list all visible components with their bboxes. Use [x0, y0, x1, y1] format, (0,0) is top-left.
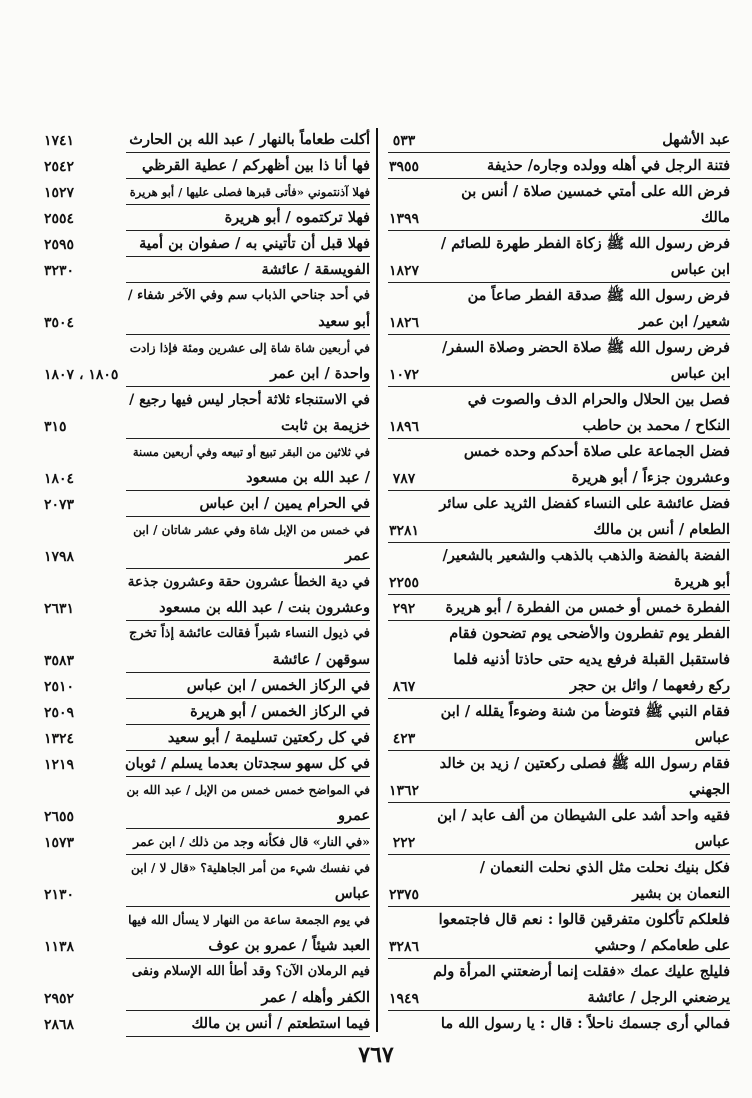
index-entry	[44, 830, 370, 856]
entry-text: في الحرام يمين / ابن عباس	[199, 495, 370, 512]
index-entry	[44, 622, 370, 648]
index-entry	[384, 258, 730, 284]
entry-hadith-number: ٣٥٠٤	[44, 315, 75, 331]
entry-text: «في النار» قال فكأنه وجد من ذلك / ابن عمر	[133, 834, 370, 849]
index-entry	[44, 336, 370, 362]
entry-text: في أحد جناحي الذباب سم وفي الآخر شفاء /	[127, 288, 370, 303]
entry-underline	[388, 958, 730, 959]
entry-text: فيما استطعتم / أنس بن مالك	[191, 1015, 370, 1032]
index-entry	[44, 778, 370, 804]
entry-hadith-number: ١٢١٩	[44, 757, 75, 773]
entry-text: العبد شيئاً / عمرو بن عوف	[208, 937, 370, 954]
entry-text: في المواضح خمس خمس من الإبل / عبد الله بن	[126, 783, 370, 797]
entry-text: فاستقبل القبلة فرفع يديه حتى حاذتا أذنيه فلما	[453, 651, 730, 668]
entry-hadith-number: ١١٣٨	[44, 939, 75, 955]
index-entry	[384, 518, 730, 544]
entry-hadith-number: ١٠٧٢	[388, 367, 420, 383]
entry-underline	[126, 672, 370, 673]
entry-text: ابن عباس	[670, 261, 730, 278]
index-entry	[384, 908, 730, 934]
entry-underline	[126, 334, 370, 335]
entry-hadith-number: ٤٢٣	[392, 731, 416, 747]
entry-text: الفطر يوم تفطرون والأضحى يوم تضحون فقام	[449, 625, 730, 642]
entry-hadith-number: ٢٨٦٨	[44, 1017, 75, 1033]
entry-underline	[388, 386, 730, 387]
entry-text: فهلا آذنتموني «فأتى قبرها فصلى عليها / أبو هريرة	[129, 185, 370, 199]
index-entry	[44, 492, 370, 518]
index-entry	[384, 492, 730, 518]
index-entry	[384, 622, 730, 648]
entry-hadith-number: ٨٦٧	[392, 679, 416, 695]
entry-text: الجهني	[689, 781, 730, 798]
index-entry	[44, 518, 370, 544]
index-entry	[44, 856, 370, 882]
entry-hadith-number: ٢٢٥٥	[388, 575, 420, 591]
entry-text: وعشرون بنت / عبد الله بن مسعود	[159, 599, 370, 616]
entry-text: يرضعني الرجل / عائشة	[587, 989, 730, 1006]
entry-hadith-number: ١٨٢٦	[388, 315, 420, 331]
index-entry	[384, 440, 730, 466]
index-entry	[44, 674, 370, 700]
entry-hadith-number: ٢٦٣١	[44, 601, 75, 617]
index-entry	[44, 596, 370, 622]
entry-hadith-number: ٢٥٥٤	[44, 211, 75, 227]
entry-underline	[388, 178, 730, 179]
entry-hadith-number: ١٨٠٤	[44, 471, 75, 487]
index-entry	[384, 674, 730, 700]
entry-underline	[126, 178, 370, 179]
entry-text: في يوم الجمعة ساعة من النهار لا يسأل الله فيها	[128, 913, 370, 927]
entry-hadith-number: ٣١٥	[44, 419, 67, 435]
entry-text: واحدة / ابن عمر	[270, 365, 370, 382]
entry-hadith-number: ٣٢٣٠	[44, 263, 75, 279]
entry-text: فضل الجماعة على صلاة أحدكم وحده خمس	[463, 443, 730, 460]
entry-text: عباس	[694, 833, 730, 850]
index-entry	[384, 986, 730, 1012]
entry-text: عباس	[334, 885, 370, 902]
index-entry	[44, 648, 370, 674]
entry-hadith-number: ٢٥١٠	[44, 679, 75, 695]
index-entry	[44, 232, 370, 258]
page-number: ٧٦٧	[358, 1042, 394, 1068]
index-entry	[384, 830, 730, 856]
index-entry	[384, 648, 730, 674]
entry-text: في أربعين شاة شاة إلى عشرين ومئة فإذا زادت	[129, 341, 370, 355]
entry-underline	[388, 854, 730, 855]
index-entry	[44, 284, 370, 310]
entry-text: في دية الخطأ عشرون حقة وعشرون جذعة	[127, 574, 370, 590]
index-entry	[384, 778, 730, 804]
index-entry	[44, 960, 370, 986]
index-entry	[44, 986, 370, 1012]
entry-underline	[126, 958, 370, 959]
entry-underline	[126, 152, 370, 153]
divider-line	[376, 128, 378, 1032]
index-entry	[44, 1012, 370, 1038]
entry-underline	[388, 438, 730, 439]
entry-text: فها أنا ذا بين أظهركم / عطية القرظي	[142, 157, 370, 174]
entry-text: عمرو	[337, 807, 370, 824]
entry-underline	[126, 854, 370, 855]
index-entry	[384, 388, 730, 414]
entry-text: / عبد الله بن مسعود	[246, 469, 370, 486]
entry-text: فتنة الرجل في أهله وولده وجاره/ حذيفة	[486, 157, 730, 174]
entry-underline	[126, 282, 370, 283]
entry-text: في خمس من الإبل شاة وفي عشر شاتان / ابن	[133, 523, 370, 537]
entry-underline	[388, 906, 730, 907]
entry-hadith-number: ١٣٢٤	[44, 731, 75, 747]
entry-underline	[126, 568, 370, 569]
index-entry	[384, 310, 730, 336]
entry-text: في الركاز الخمس / ابن عباس	[186, 677, 370, 694]
entry-hadith-number: ٣٢٨٦	[388, 939, 420, 955]
entry-underline	[388, 802, 730, 803]
entry-underline	[126, 490, 370, 491]
entry-text: في ذيول النساء شبراً فقالت عائشة إذاً تخرج	[128, 626, 370, 641]
entry-hadith-number: ١٩٤٩	[388, 991, 420, 1007]
entry-text: الفطرة خمس أو خمس من الفطرة / أبو هريرة	[445, 599, 730, 616]
entry-text: وعشرون جزءاً / أبو هريرة	[571, 469, 730, 486]
entry-text: عمر	[344, 547, 370, 564]
entry-underline	[126, 204, 370, 205]
index-entry	[44, 544, 370, 570]
entry-text: فقام النبي ﷺ فتوضأ من شنة وضوءاً يقلله / ابن	[440, 703, 730, 720]
entry-text: الفويسقة / عائشة	[261, 261, 370, 278]
entry-hadith-number: ١٨٠٥ ، ١٨٠٧	[44, 367, 119, 383]
index-entry	[384, 804, 730, 830]
index-entry	[44, 128, 370, 154]
entry-hadith-number: ١٧٤١	[44, 133, 75, 149]
index-entry	[44, 570, 370, 596]
index-entry	[384, 336, 730, 362]
entry-hadith-number: ٢٠٧٣	[44, 497, 75, 513]
entry-text: فهلا قبل أن تأتيني به / صفوان بن أمية	[139, 235, 370, 252]
index-entry	[44, 804, 370, 830]
entry-underline	[126, 256, 370, 257]
entry-hadith-number: ٢٦٥٥	[44, 809, 75, 825]
entry-underline	[126, 750, 370, 751]
index-entry	[44, 206, 370, 232]
index-entry	[384, 154, 730, 180]
entry-hadith-number: ٧٨٧	[392, 471, 416, 487]
entry-underline	[388, 594, 730, 595]
index-column-left	[44, 128, 370, 1038]
entry-underline	[388, 620, 730, 621]
entry-text: فيم الرملان الآن؟ وقد أطأ الله الإسلام ونفى	[131, 964, 370, 979]
entry-underline	[388, 230, 730, 231]
entry-text: فرض رسول الله ﷺ صدقة الفطر صاعاً من	[467, 287, 730, 304]
entry-hadith-number: ٢٩٢	[392, 601, 416, 617]
entry-text: في الركاز الخمس / أبو هريرة	[190, 703, 370, 720]
entry-hadith-number: ٢٥٩٥	[44, 237, 75, 253]
index-entry	[384, 960, 730, 986]
entry-hadith-number: ١٥٢٧	[44, 185, 75, 201]
index-entry	[44, 726, 370, 752]
entry-text: في الاستنجاء ثلاثة أحجار ليس فيها رجيع /	[129, 392, 370, 408]
index-entry	[384, 596, 730, 622]
index-entry	[384, 752, 730, 778]
entry-text: فمالي أرى جسمك ناحلاً : قال : يا رسول الله ما	[440, 1015, 730, 1032]
entry-underline	[126, 620, 370, 621]
entry-underline	[126, 1036, 370, 1037]
index-entry	[384, 414, 730, 440]
index-column-right	[384, 128, 730, 1038]
entry-text: فهلا تركتموه / أبو هريرة	[224, 209, 370, 226]
entry-underline	[388, 282, 730, 283]
entry-underline	[126, 386, 370, 387]
index-entry	[384, 570, 730, 596]
index-entry	[44, 258, 370, 284]
entry-hadith-number: ١٨٩٦	[388, 419, 420, 435]
entry-hadith-number: ١٨٢٧	[388, 263, 420, 279]
entry-text: في نفسك شيء من أمر الجاهلية؟ «قال لا / ابن	[131, 861, 370, 875]
entry-text: في ثلاثين من البقر تبيع أو تبيعه وفي أربعين مسنة	[132, 445, 370, 459]
entry-text: في كل سهو سجدتان بعدما يسلم / ثوبان	[125, 755, 370, 772]
entry-hadith-number: ٢٣٧٥	[388, 887, 420, 903]
entry-text: فصل بين الحلال والحرام الدف والصوت في	[467, 391, 730, 408]
entry-underline	[388, 490, 730, 491]
index-entry	[44, 934, 370, 960]
entry-hadith-number: ١٧٩٨	[44, 549, 75, 565]
entry-underline	[388, 750, 730, 751]
entry-underline	[126, 776, 370, 777]
entry-underline	[388, 334, 730, 335]
entry-text: عبد الأشهل	[662, 131, 730, 148]
entry-text: فلعلكم تأكلون متفرقين قالوا : نعم قال فاجتمعوا	[438, 911, 730, 928]
entry-text: فقام رسول الله ﷺ فصلى ركعتين / زيد بن خالد	[439, 755, 730, 772]
entry-text: أبو سعيد	[318, 313, 370, 330]
entry-underline	[126, 906, 370, 907]
entry-hadith-number: ٢٥٠٩	[44, 705, 75, 721]
index-entry	[384, 206, 730, 232]
index-entry	[384, 882, 730, 908]
entry-hadith-number: ٢٩٥٢	[44, 991, 75, 1007]
index-entry	[384, 466, 730, 492]
entry-text: مالك	[701, 209, 730, 226]
entry-text: فقيه واحد أشد على الشيطان من ألف عابد / ابن	[437, 807, 730, 824]
index-entry	[384, 544, 730, 570]
index-entry	[384, 934, 730, 960]
entry-underline	[126, 438, 370, 439]
entry-underline	[126, 698, 370, 699]
entry-underline	[388, 698, 730, 699]
entry-text: ركع رفعهما / وائل بن حجر	[569, 677, 730, 694]
entry-text: ابن عباس	[670, 365, 730, 382]
entry-underline	[388, 542, 730, 543]
index-entry	[384, 726, 730, 752]
index-entry	[44, 752, 370, 778]
entry-hadith-number: ٣٩٥٥	[388, 159, 420, 175]
index-entry	[384, 180, 730, 206]
entry-text: فرض الله على أمتي خمسين صلاة / أنس بن	[461, 183, 730, 200]
entry-text: على طعامكم / وحشي	[594, 937, 730, 954]
entry-hadith-number: ١٥٧٣	[44, 835, 75, 851]
entry-hadith-number: ٥٣٣	[392, 133, 416, 149]
index-entry	[44, 362, 370, 388]
index-entry	[44, 388, 370, 414]
entry-hadith-number: ٢٥٤٢	[44, 159, 75, 175]
entry-hadith-number: ٢١٣٠	[44, 887, 75, 903]
index-entry	[384, 700, 730, 726]
entry-text: فكل بنيك نحلت مثل الذي نحلت النعمان /	[479, 859, 730, 876]
entry-text: فليلج عليك عمك «فقلت إنما أرضعتني المرأة ولم	[433, 963, 730, 980]
entry-underline	[126, 230, 370, 231]
entry-text: الطعام / أنس بن مالك	[593, 521, 730, 538]
entry-text: الكفر وأهله / عمر	[261, 989, 370, 1006]
index-entry	[384, 856, 730, 882]
index-entry	[44, 700, 370, 726]
entry-underline	[126, 828, 370, 829]
entry-text: خزيمة بن ثابت	[280, 417, 370, 434]
entry-hadith-number: ١٣٦٢	[388, 783, 420, 799]
entry-text: سوقهن / عائشة	[272, 651, 370, 668]
index-entry	[384, 1012, 730, 1038]
entry-hadith-number: ٣٥٨٣	[44, 653, 75, 669]
index-entry	[44, 466, 370, 492]
entry-text: النكاح / محمد بن حاطب	[582, 417, 730, 434]
entry-underline	[126, 724, 370, 725]
entry-hadith-number: ١٣٩٩	[388, 211, 420, 227]
entry-text: شعير/ ابن عمر	[638, 313, 730, 330]
index-entry	[44, 154, 370, 180]
entry-text: فرض رسول الله ﷺ زكاة الفطر طهرة للصائم /	[440, 235, 730, 252]
index-entry	[384, 284, 730, 310]
entry-text: فرض رسول الله ﷺ صلاة الحضر وصلاة السفر/	[441, 339, 730, 356]
entry-text: فضل عائشة على النساء كفضل الثريد على سائر	[439, 495, 730, 512]
entry-text: عباس	[694, 729, 730, 746]
entry-underline	[126, 1010, 370, 1011]
entry-text: أكلت طعاماً بالنهار / عبد الله بن الحارث	[129, 131, 370, 148]
index-entry	[44, 882, 370, 908]
index-entry	[44, 310, 370, 336]
entry-underline	[388, 1010, 730, 1011]
entry-text: النعمان بن بشير	[632, 885, 730, 902]
index-entry	[384, 232, 730, 258]
index-entry	[384, 128, 730, 154]
entry-hadith-number: ٣٢٨١	[388, 523, 420, 539]
index-entry	[384, 362, 730, 388]
entry-text: الفضة بالفضة والذهب بالذهب والشعير بالشعير/	[442, 547, 730, 564]
entry-hadith-number: ٢٢٢	[392, 835, 416, 851]
index-entry	[44, 908, 370, 934]
entry-text: أبو هريرة	[674, 573, 730, 590]
entry-underline	[126, 516, 370, 517]
entry-text: في كل ركعتين تسليمة / أبو سعيد	[167, 729, 370, 746]
entry-underline	[388, 152, 730, 153]
index-entry	[44, 414, 370, 440]
index-entry	[44, 180, 370, 206]
index-entry	[44, 440, 370, 466]
